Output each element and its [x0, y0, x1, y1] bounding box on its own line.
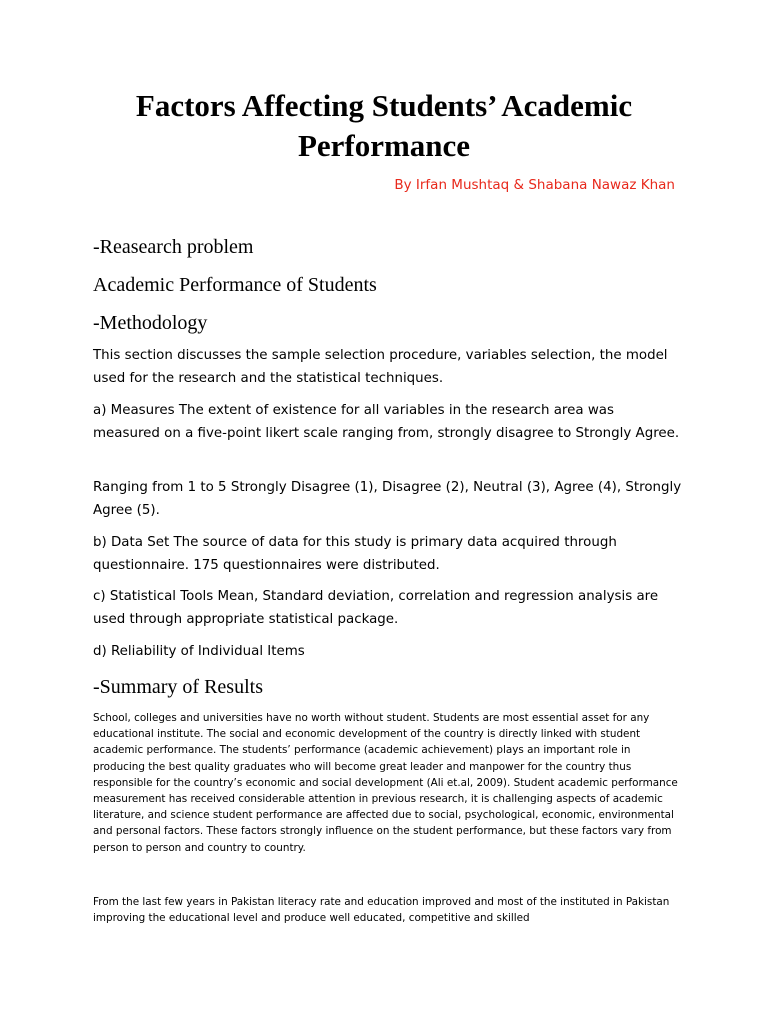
heading-summary: -Summary of Results: [93, 676, 263, 698]
research-problem-text: Academic Performance of Students: [93, 274, 377, 296]
scale-range-paragraph: Ranging from 1 to 5 Strongly Disagree (1), Disagree (2), Neutral (3), Agree (4), Strongly Agree (5).: [93, 480, 682, 518]
measures-paragraph: a) Measures The extent of existence for all variables in the research area was measured on a five-point likert scale ranging from, strongly disagree to Strongly Agree.: [93, 403, 680, 441]
title-line-2: Performance: [297, 128, 471, 163]
data-set-paragraph: b) Data Set The source of data for this study is primary data acquired through questionnaire. 175 questionnaires were distributed.: [93, 535, 617, 573]
summary-paragraph-2: From the last few years in Pakistan literacy rate and education improved and most of the instituted in Pakistan improving the educational level and produce well educated, competitive and skilled: [93, 896, 670, 925]
heading-methodology: -Methodology: [93, 312, 208, 334]
heading-research-problem: -Reasearch problem: [93, 236, 254, 258]
title-line-1: Factors Affecting Students’ Academic: [135, 88, 633, 123]
reliability-paragraph: d) Reliability of Individual Items: [93, 644, 305, 659]
statistical-tools-paragraph: c) Statistical Tools Mean, Standard deviation, correlation and regression analysis are used through appropriate statistical package.: [93, 589, 659, 627]
document-title: [60, 86, 708, 166]
methodology-intro: This section discusses the sample selection procedure, variables selection, the model used for the research and the statistical techniques.: [93, 348, 668, 386]
summary-paragraph-1: School, colleges and universities have no worth without student. Students are most essential asset for any educational institute. The social and economic development of the country is directly linked with student academic performance. The students’ performance (academic achievement) plays an important role in producing the best quality graduates who will become great leader and manpower for the country thus responsible for the country’s economic and social development (Ali et.al, 2009). Student academic performance measurement has received considerable attention in previous research, it is challenging aspects of academic literature, and science student performance are affected due to social, psychological, economic, environmental and personal factors. These factors strongly influence on the student performance, but these factors vary from person to person and country to country.: [93, 712, 678, 854]
author-byline: By Irfan Mushtaq & Shabana Nawaz Khan: [394, 177, 675, 193]
